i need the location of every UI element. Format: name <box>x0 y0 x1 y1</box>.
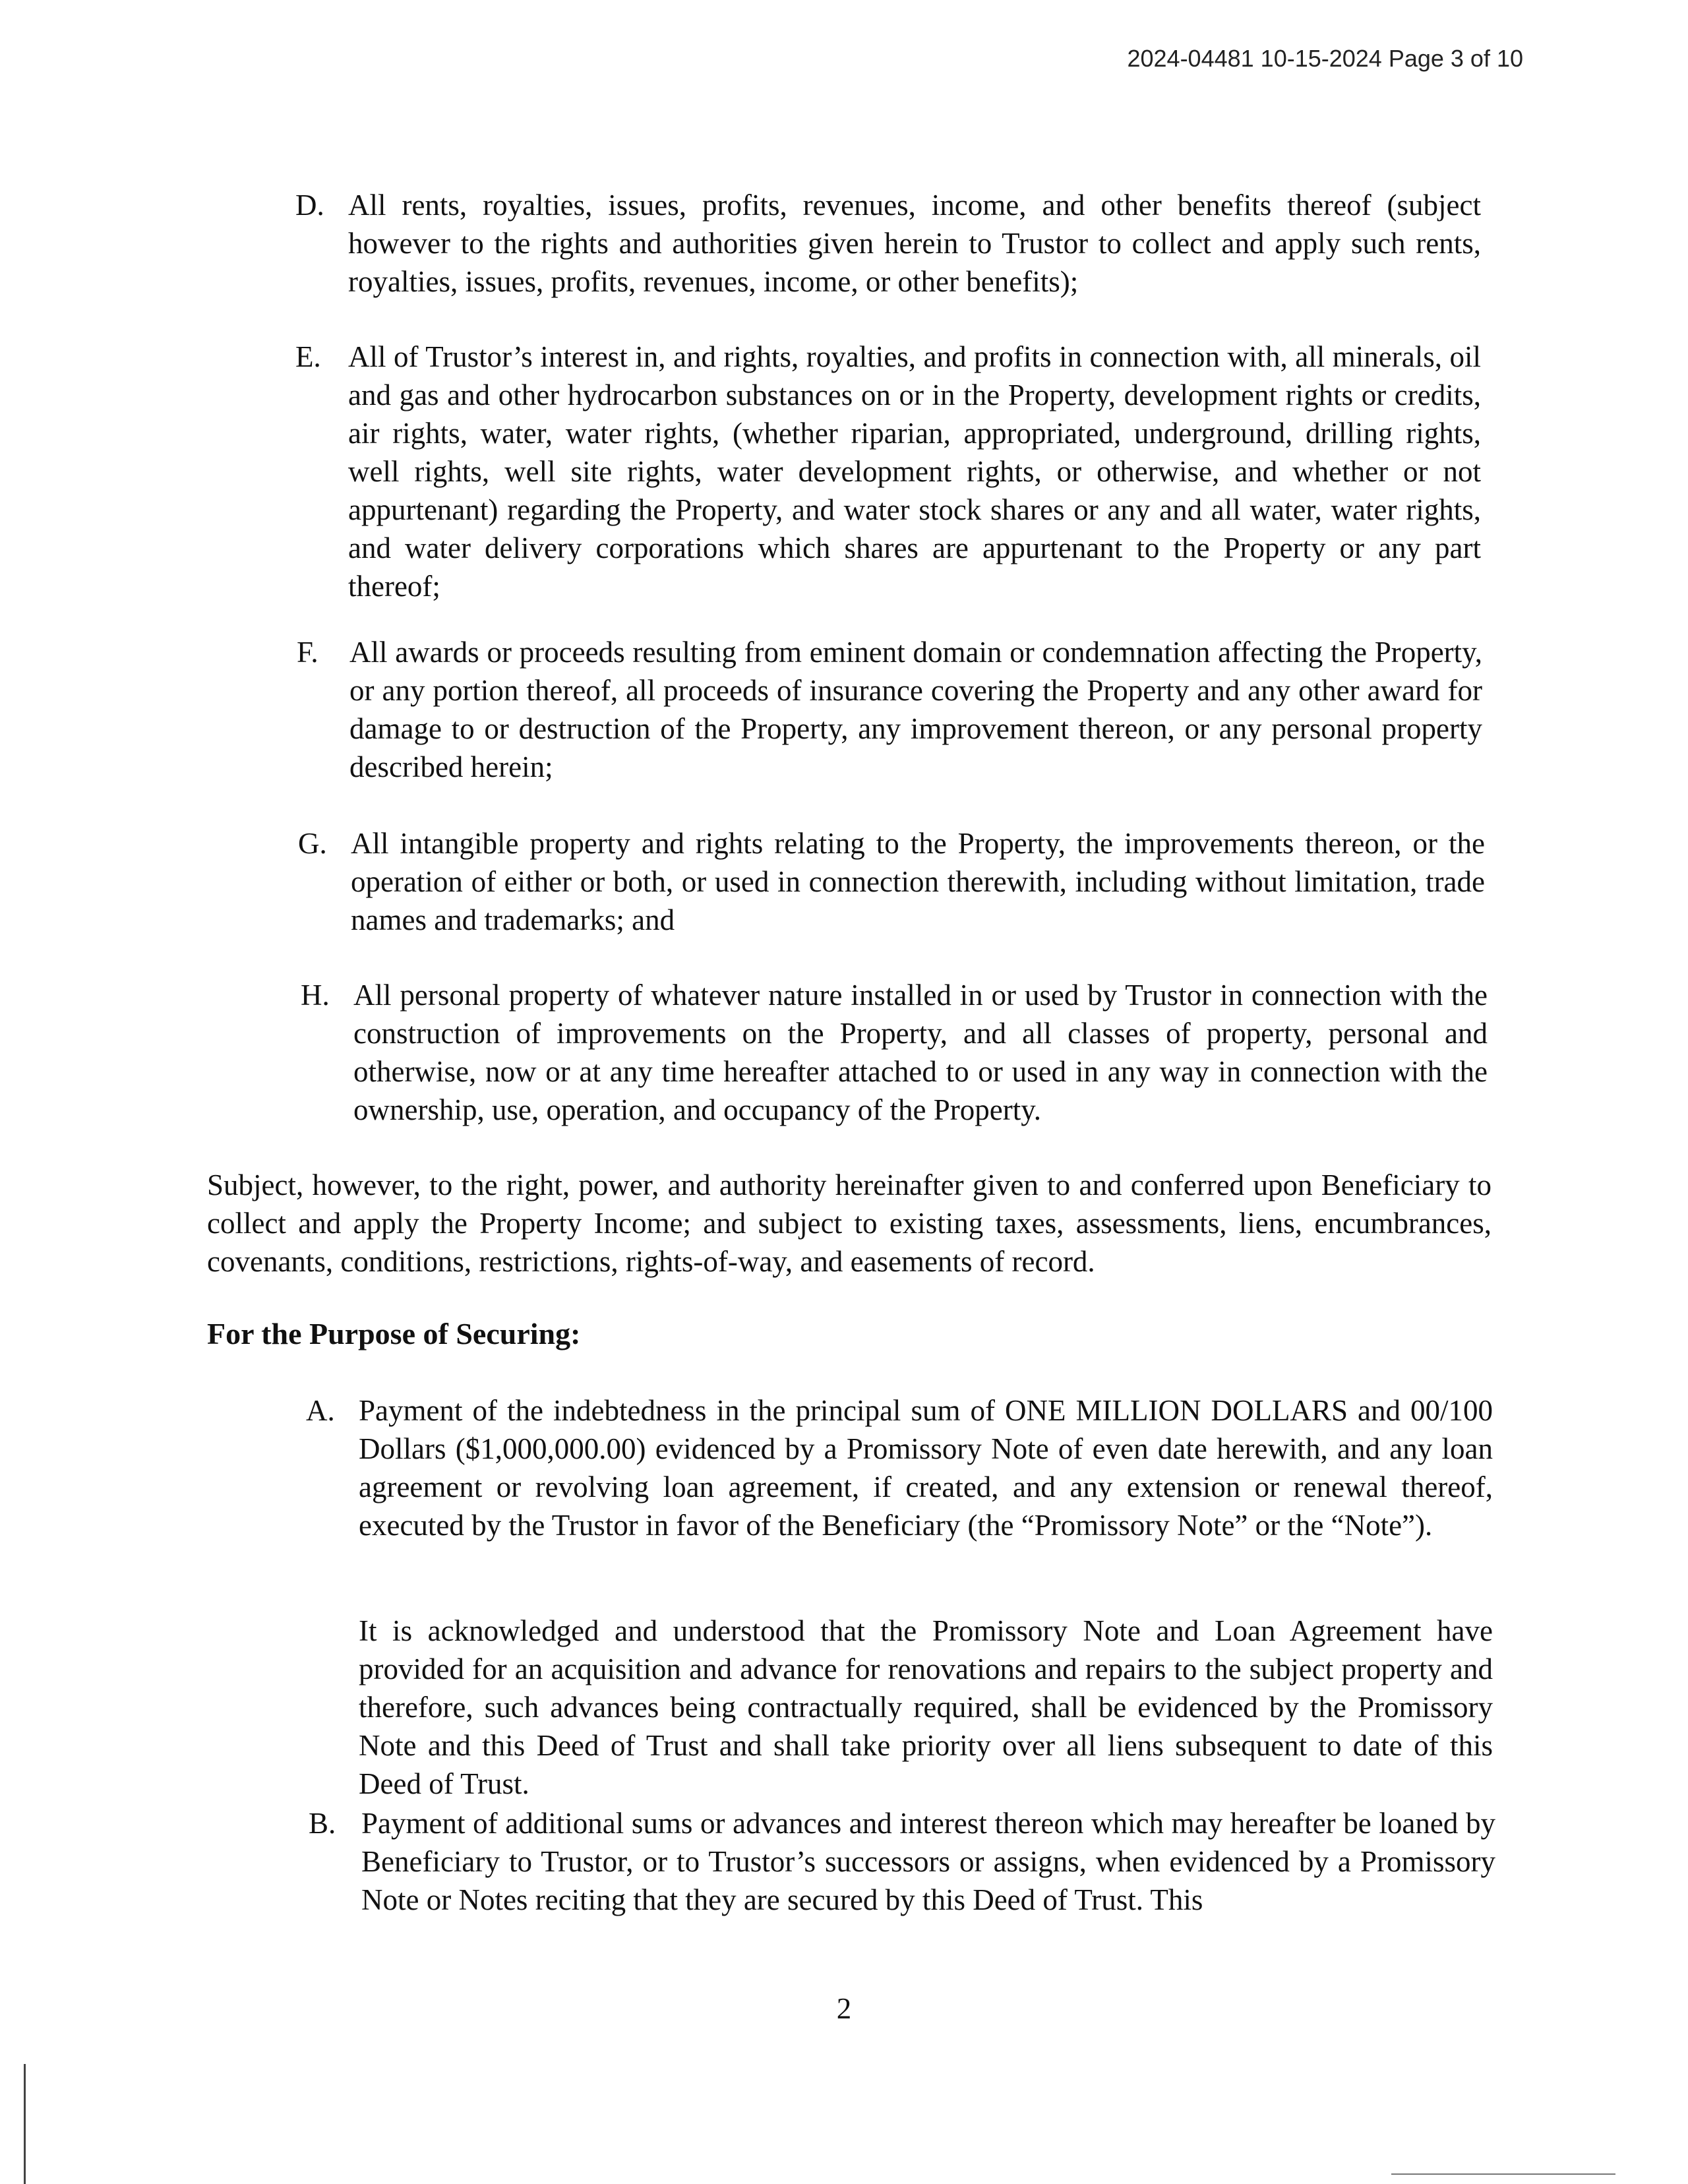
list-letter: H. <box>301 979 330 1012</box>
page-header: 2024-04481 10-15-2024 Page 3 of 10 <box>1127 45 1523 72</box>
scan-bottom-rule <box>1391 2173 1615 2175</box>
list-letter: D. <box>295 189 324 222</box>
section-heading: For the Purpose of Securing: <box>207 1317 581 1350</box>
list-item-g <box>298 824 1485 939</box>
list-item-d <box>295 186 1481 301</box>
list-item-h <box>301 976 1488 1129</box>
list-item-f <box>297 633 1482 786</box>
scan-edge-line <box>24 2064 26 2184</box>
list-text: All personal property of whatever nature installed in or used by Trustor in connection with the construction of improvements on the Property, and all classes of property, personal and otherwise, now or at any time hereafter attached to or used in any way in connection with the ownership, use, operation, and occupancy of the Property. <box>353 979 1488 1126</box>
list-letter: B. <box>309 1807 336 1840</box>
list-text: Payment of the indebtedness in the principal sum of ONE MILLION DOLLARS and 00/100 Dollars ($1,000,000.00) evidenced by a Promissory Note of even date herewith, and any loan agreement or revolving loan agreement, if created, and any extension or renewal thereof, executed by the Trustor in favor of the Beneficiary (the “Promissory Note” or the “Note”). <box>359 1394 1493 1542</box>
list-letter: A. <box>306 1394 335 1427</box>
acknowledgement-paragraph <box>359 1612 1493 1803</box>
list-letter: F. <box>297 636 318 669</box>
list-text: All of Trustor’s interest in, and rights, royalties, and profits in connection with, all minerals, oil and gas and other hydrocarbon substances on or in the Property, development rights or credits, air rights, water, water rights, (whether riparian, appropriated, underground, drilling rights, well rights, well site rights, water development rights, or otherwise, and whether or not appurtenant) regarding the Property, and water stock shares or any and all water, water rights, and water delivery corporations which shares are appurtenant to the Property or any part thereof; <box>348 340 1481 603</box>
list-text: It is acknowledged and understood that the Promissory Note and Loan Agreement have provided for an acquisition and advance for renovations and repairs to the subject property and therefore, such advances being contractually required, shall be evidenced by the Promissory Note and this Deed of Trust and shall take priority over all liens subsequent to date of this Deed of Trust. <box>359 1614 1493 1800</box>
list-text: All rents, royalties, issues, profits, revenues, income, and other benefits thereof (subject however to the rights and authorities given herein to Trustor to collect and apply such rents, royalties, issues, profits, revenues, income, or other benefits); <box>348 189 1481 298</box>
list-text: Payment of additional sums or advances and interest thereon which may hereafter be loaned by Beneficiary to Trustor, or to Trustor’s successors or assigns, when evidenced by a Promissory Note or Notes reciting that they are secured by this Deed of Trust. This <box>361 1807 1495 1916</box>
list-text: All awards or proceeds resulting from eminent domain or condemnation affecting the Property, or any portion thereof, all proceeds of insurance covering the Property and any other award for damage to or destruction of the Property, any improvement thereon, or any personal property described herein; <box>349 636 1482 783</box>
list-item-e <box>295 338 1481 605</box>
list-item-b <box>309 1804 1495 1919</box>
page-number: 2 <box>836 1992 852 2025</box>
list-text: All intangible property and rights relating to the Property, the improvements thereon, or the operation of either or both, or used in connection therewith, including without limitation, trade names and trademarks; and <box>351 827 1485 936</box>
subject-paragraph: Subject, however, to the right, power, and authority hereinafter given to and conferred upon Beneficiary to collect and apply the Property Income; and subject to existing taxes, assessments, liens, encumbrances, covenants, conditions, restrictions, rights-of-way, and easements of record. <box>207 1168 1492 1278</box>
list-letter: G. <box>298 827 327 860</box>
list-letter: E. <box>295 340 321 373</box>
list-item-a <box>306 1391 1493 1544</box>
